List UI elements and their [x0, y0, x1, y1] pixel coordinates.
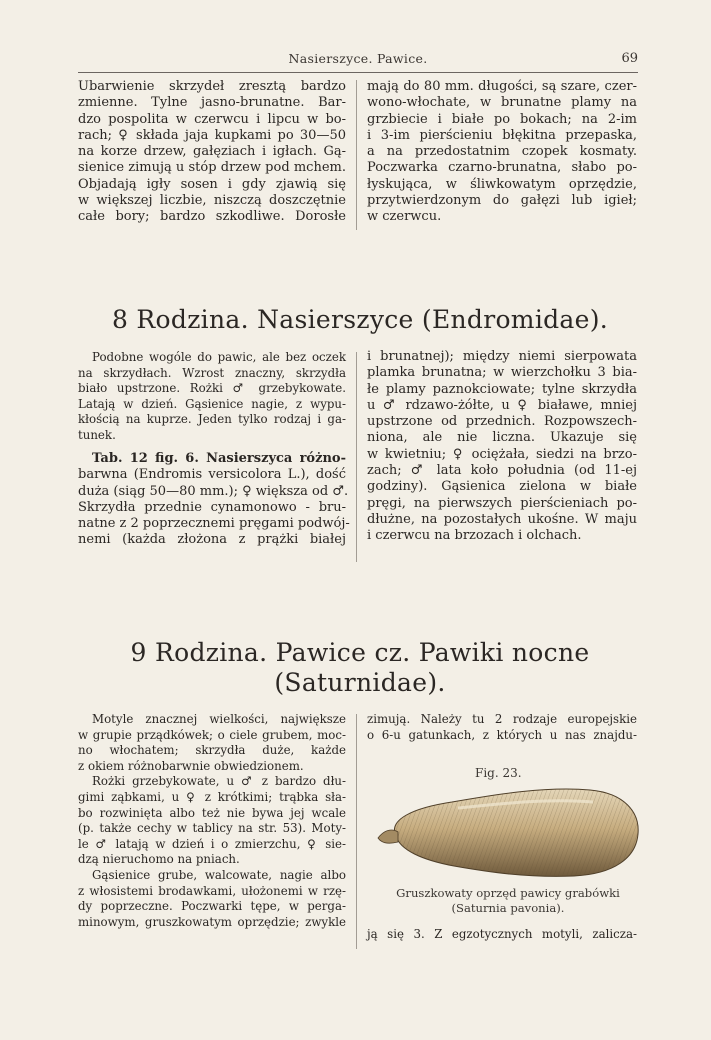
text-line: zmienne. Tylne jasno-brunatne. Bar-	[78, 95, 346, 111]
text-line: tunek.	[78, 427, 116, 442]
text-line: w większej liczbie, niszczą doszczętnie	[78, 193, 346, 209]
text-line: grzbiecie i białe po bokach; na 2-im	[367, 111, 637, 127]
text-line: upstrzone od przednich. Rozpowszech-	[367, 414, 637, 430]
family-8-right-column	[367, 349, 637, 545]
text-line: a na przedostatnim czopek kosmaty.	[367, 144, 637, 160]
text-line: Latają w dzień. Gąsienice nagie, z wypu-	[78, 396, 346, 411]
text-line: no włochatem; skrzydła duże, każde	[78, 743, 346, 758]
text-line: i czerwcu na brzozach i olchach.	[367, 528, 582, 544]
text-line: z okiem różnobarwnie obwiedzionem.	[78, 758, 304, 773]
text-line: Motyle znacznej wielkości, największe	[92, 712, 346, 726]
text-line: o 6-u gatunkach, z których u nas znajdu-	[367, 727, 637, 742]
family-8-heading: 8 Rodzina. Nasierszyce (Endromidae).	[111, 305, 609, 334]
figure-label: Fig. 23.	[475, 766, 522, 780]
caption-line: (Saturnia pavonia).	[451, 901, 565, 915]
text-line: niona, ale nie liczna. Ukazuje się	[367, 430, 637, 446]
family-9-right-top	[367, 712, 637, 743]
cocoon-neck	[378, 830, 398, 843]
text-line: całe bory; bardzo szkodliwe. Dorosłe	[78, 209, 346, 225]
text-line: gimi ząbkami, u ♀ z krótkimi; trąbka sła-	[78, 789, 346, 804]
plate-reference: Tab. 12 fig. 6. Nasierszyca różno-	[92, 451, 346, 466]
family-9-left-column	[78, 712, 346, 930]
text-line: Rożki grzebykowate, u ♂ z bardzo dłu-	[92, 774, 346, 789]
column-divider	[356, 714, 357, 949]
top-right-column	[367, 79, 637, 226]
header-rule	[78, 72, 638, 73]
text-line: u ♂ rdzawo-żółte, u ♀ białawe, mniej	[367, 397, 637, 413]
text-line: na korze drzew, gałęziach i igłach. Gą-	[78, 144, 346, 160]
text-line: barwna (Endromis versicolora L.), dość	[78, 467, 346, 483]
running-head	[78, 51, 638, 69]
text-line: minowym, gruszkowatym oprzędzie; zwykle	[78, 914, 346, 929]
text-line: zach; ♂ lata koło południa (od 11-ej	[367, 463, 637, 479]
cocoon-figure	[368, 778, 648, 880]
text-line: kłością na kuprze. Jeden tylko rodzaj i ga-	[78, 412, 346, 427]
page-number: 69	[621, 51, 638, 66]
text-line: Skrzydła przednie cynamonowo - bru-	[78, 499, 346, 515]
text-line: i brunatnej); między niemi sierpowata	[367, 349, 637, 364]
text-line: dłużne, na pozostałych ukośne. W maju	[367, 511, 637, 527]
text-line: w grupie prządkówek; o ciele grubem, moc-	[78, 727, 346, 742]
text-line: nemi (każda złożona z prążki białej	[78, 532, 346, 548]
text-line: godziny). Gąsienica zielona w białe	[367, 479, 637, 495]
text-line: mają do 80 mm. długości, są szare, czer-	[367, 79, 637, 94]
text-line: rach; ♀ składa jaja kupkami po 30—50	[78, 127, 346, 143]
text-line: biało upstrzone. Rożki ♂ grzebykowate.	[78, 381, 346, 396]
column-divider	[356, 352, 357, 562]
text-line: dzo pospolita w czerwcu i lipcu w bo-	[78, 111, 346, 127]
column-divider	[356, 80, 357, 230]
text-line: w czerwcu.	[367, 209, 442, 225]
text-line: Gąsienice grube, walcowate, nagie albo	[92, 867, 346, 882]
text-line: zimują. Należy tu 2 rodzaje europejskie	[367, 712, 637, 726]
text-line: na skrzydłach. Wzrost znaczny, skrzydła	[78, 365, 346, 380]
family-9-right-bottom	[367, 927, 637, 943]
family-9-heading: 9 Rodzina. Pawice cz. Pawiki nocne	[130, 638, 590, 667]
text-line: w kwietniu; ♀ ociężała, siedzi na brzo-	[367, 446, 637, 462]
text-line: i 3-im pierścieniu błękitna przepaska,	[367, 127, 637, 143]
text-line: sienice zimują u stóp drzew pod mchem.	[78, 160, 346, 176]
family-8-species	[78, 451, 350, 549]
caption-line: Gruszkowaty oprzęd pawicy grabówki	[396, 886, 620, 900]
text-line: ją się 3. Z egzotycznych motyli, zalicza-	[367, 927, 637, 941]
text-line: Poczwarka czarno-brunatna, słabo po-	[367, 160, 637, 176]
text-line: plamka brunatna; w wierzchołku 3 bia-	[367, 365, 637, 381]
text-line: łe plamy paznokciowate; tylne skrzydła	[367, 381, 637, 397]
text-line: natne z 2 poprzecznemi pręgami podwój-	[78, 516, 350, 532]
family-8-intro	[78, 350, 346, 444]
text-line: dy poprzeczne. Poczwarki tępe, w perga-	[78, 899, 346, 914]
top-left-column	[78, 79, 346, 226]
running-head-title: Nasierszyce. Pawice.	[288, 51, 428, 66]
text-line: przytwierdzonym do gałęzi lub igieł;	[367, 193, 637, 209]
text-line: łyskująca, w śliwkowatym oprzędzie,	[367, 176, 637, 192]
text-line: Ubarwienie skrzydeł zresztą bardzo	[78, 79, 346, 94]
text-line: Podobne wogóle do pawic, ale bez oczek	[92, 350, 346, 364]
text-line: pręgi, na pierwszych pierścieniach po-	[367, 495, 637, 511]
text-line: wono-włochate, w brunatne plamy na	[367, 95, 637, 111]
figure-caption	[368, 886, 648, 916]
text-line: dzą nieruchomo na pniach.	[78, 852, 240, 867]
text-line: z włosistemi brodawkami, ułożonemi w rzę-	[78, 883, 346, 898]
text-line: le ♂ latają w dzień i o zmierzchu, ♀ sie-	[78, 836, 346, 851]
text-line: bo rozwinięta albo też nie bywa jej wcale	[78, 805, 346, 820]
text-line: (p. także cechy w tablicy na str. 53). Moty-	[78, 821, 346, 836]
text-line: Objadają igły sosen i gdy zjawią się	[78, 176, 346, 192]
family-9-heading-latin: (Saturnidae).	[274, 668, 446, 697]
text-line: duża (siąg 50—80 mm.); ♀ większa od ♂.	[78, 483, 349, 499]
